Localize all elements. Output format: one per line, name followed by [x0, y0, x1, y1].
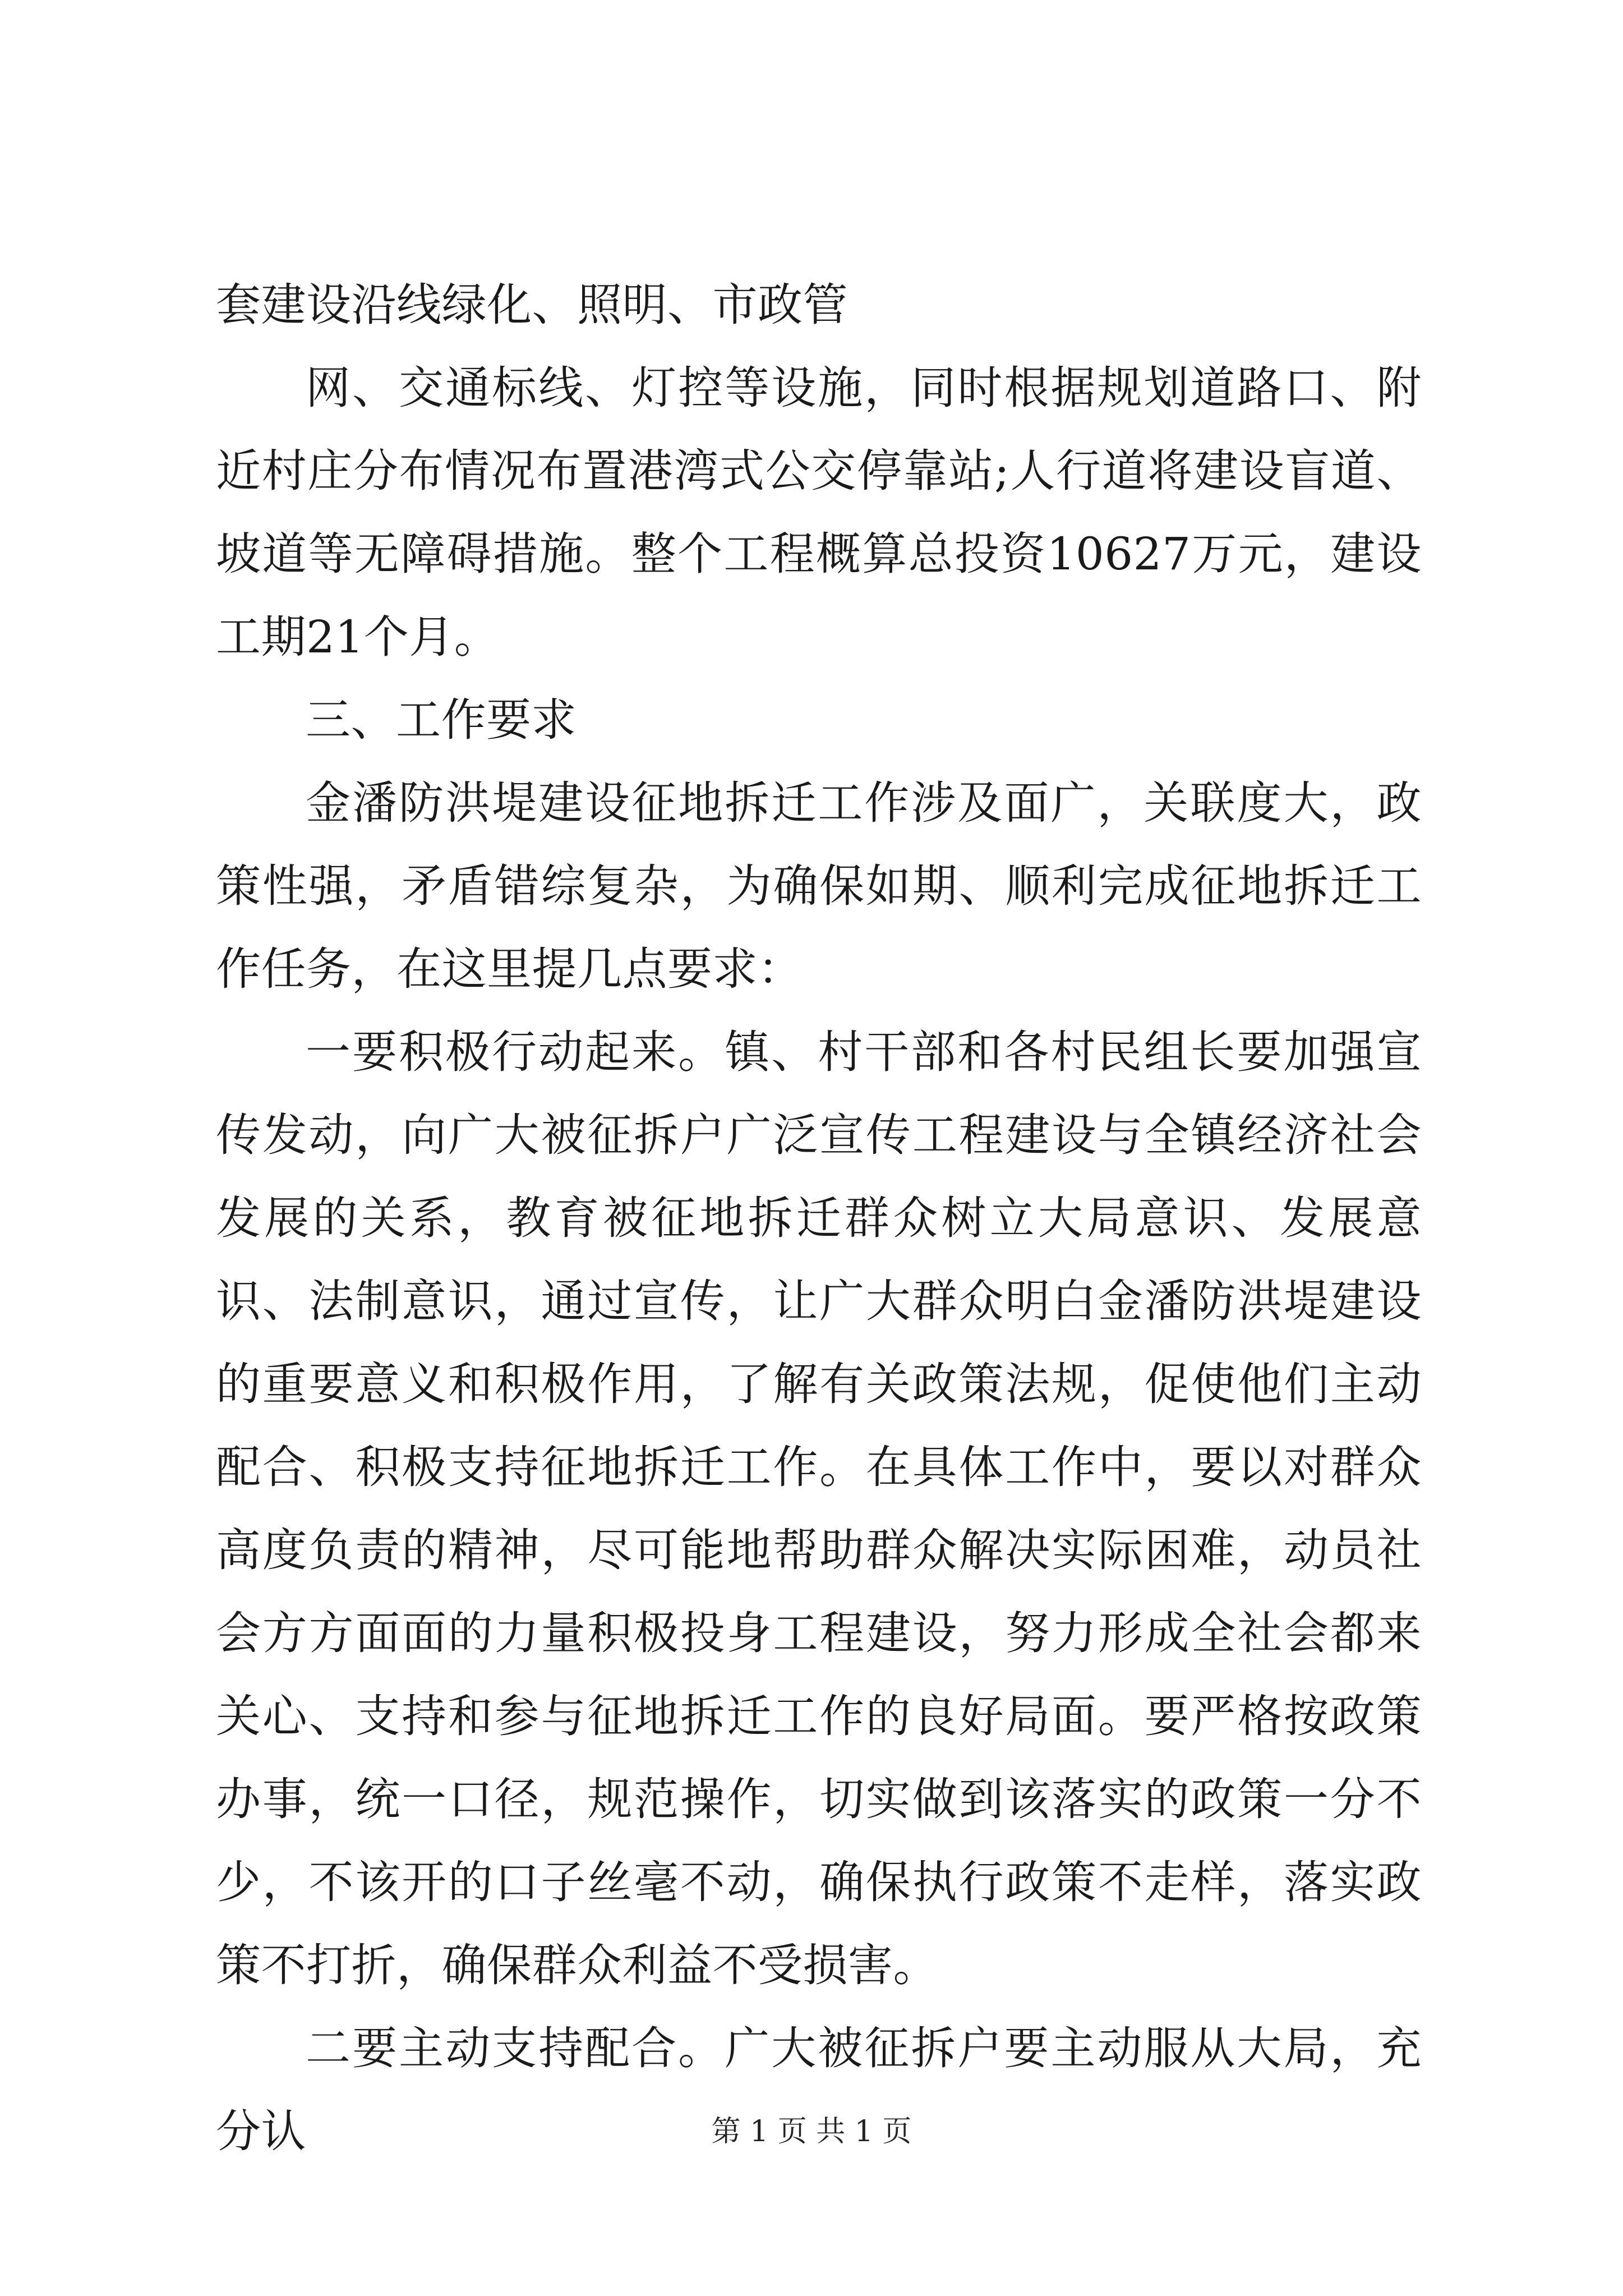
- section-heading-work-requirements: 三、工作要求: [306, 694, 577, 746]
- page-footer: 第 1 页 共 1 页: [711, 2115, 912, 2148]
- document-body: [216, 264, 1422, 2173]
- paragraph-requirements-intro: 金潘防洪堤建设征地拆迁工作涉及面广，关联度大，政策性强，矛盾错综复杂，为确保如期、顺利完成征地拆迁工作任务，在这里提几点要求：: [216, 777, 1422, 995]
- paragraph-requirement-two: 二要主动支持配合。广大被征拆户要主动服从大局，充分认: [216, 2022, 1422, 2157]
- paragraph-project-facilities: 网、交通标线、灯控等设施，同时根据规划道路口、附近村庄分布情况布置港湾式公交停靠站;人行道将建设盲道、坡道等无障碍措施。整个工程概算总投资10627万元，建设工期21个月。: [216, 362, 1422, 663]
- paragraph-continuation: 套建设沿线绿化、照明、市政管: [216, 279, 848, 331]
- paragraph-requirement-one: 一要积极行动起来。镇、村干部和各村民组长要加强宣传发动，向广大被征拆户广泛宣传工程建设与全镇经济社会发展的关系，教育被征地拆迁群众树立大局意识、发展意识、法制意识，通过宣传，让广大群众明白金潘防洪堤建设的重要意义和积极作用，了解有关政策法规，促使他们主动配合、积极支持征地拆迁工作。在具体工作中，要以对群众高度负责的精神，尽可能地帮助群众解决实际困难，动员社会方方面面的力量积极投身工程建设，努力形成全社会都来关心、支持和参与征地拆迁工作的良好局面。要严格按政策办事，统一口径，规范操作，切实做到该落实的政策一分不少，不该开的口子丝毫不动，确保执行政策不走样，落实政策不打折，确保群众利益不受损害。: [216, 1026, 1422, 1991]
